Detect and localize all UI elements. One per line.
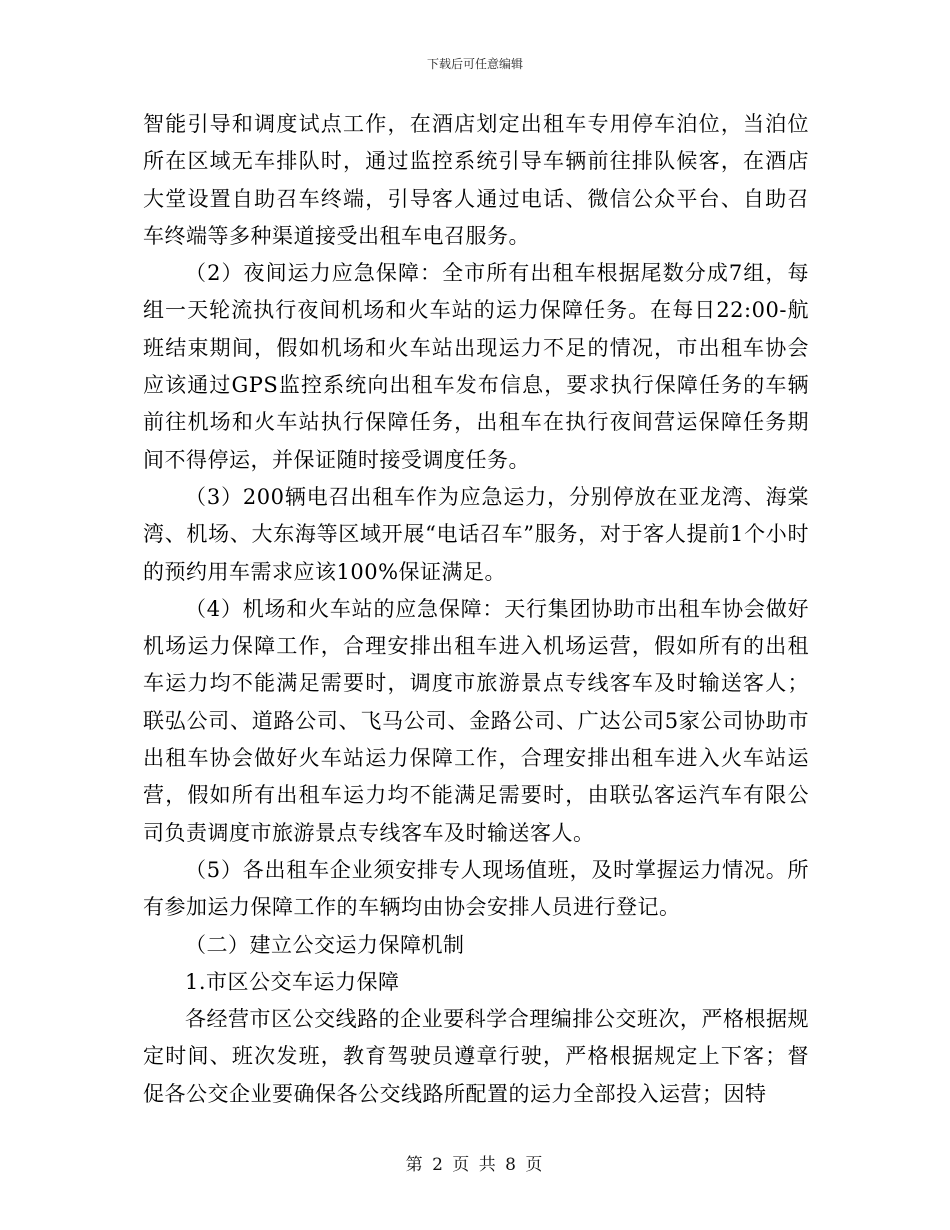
section-heading-bus-capacity: （二）建立公交运力保障机制 xyxy=(185,932,465,957)
paragraph-call-taxi-reserve: （3）200辆电召出租车作为应急运力，分别停放在亚龙湾、海棠湾、机场、大东海等区域开展“电话召车”服务，对于客人提前1个小时的预约用车需求应该100%保证满足。 xyxy=(143,484,809,584)
page-number-footer: 第 2 页 共 8 页 xyxy=(405,1155,545,1175)
paragraph-taxi-dispatch-continuation: 智能引导和调度试点工作，在酒店划定出租车专用停车泊位，当泊位所在区域无车排队时，通过监控系统引导车辆前往排队候客，在酒店大堂设置自助召车终端，引导客人通过电话、微信公众平台、自助召车终端等多种渠道接受出租车电召服务。 xyxy=(143,112,809,248)
paragraph-bus-scheduling: 各经营市区公交线路的企业要科学合理编排公交班次，严格根据规定时间、班次发班，教育驾驶员遵章行驶，严格根据规定上下客；督促各公交企业要确保各公交线路所配置的运力全部投入运营；因特 xyxy=(143,1007,809,1106)
paragraph-night-capacity: （2）夜间运力应急保障：全市所有出租车根据尾数分成7组，每组一天轮流执行夜间机场和火车站的运力保障任务。在每日22:00-航班结束期间，假如机场和火车站出现运力不足的情况，市出租车协会应该通过GPS监控系统向出租车发布信息，要求执行保障任务的车辆前往机场和火车站执行保障任务，出租车在执行夜间营运保障任务期间不得停运，并保证随时接受调度任务。 xyxy=(143,261,809,472)
document-body xyxy=(143,106,809,1113)
paragraph-airport-station-guarantee: （4）机场和火车站的应急保障：天行集团协助市出租车协会做好机场运力保障工作，合理安排出租车进入机场运营，假如所有的出租车运力均不能满足需要时，调度市旅游景点专线客车及时输送客人；联弘公司、道路公司、飞马公司、金路公司、广达公司5家公司协助市出租车协会做好火车站运力保障工作，合理安排出租车进入火车站运营，假如所有出租车运力均不能满足需要时，由联弘客运汽车有限公司负责调度市旅游景点专线客车及时输送客人。 xyxy=(143,596,809,845)
subheading-city-bus: 1.市区公交车运力保障 xyxy=(185,969,400,994)
paragraph-on-site-duty: （5）各出租车企业须安排专人现场值班，及时掌握运力情况。所有参加运力保障工作的车辆均由协会安排人员进行登记。 xyxy=(143,857,809,920)
download-note: 下载后可任意编辑 xyxy=(426,57,523,71)
